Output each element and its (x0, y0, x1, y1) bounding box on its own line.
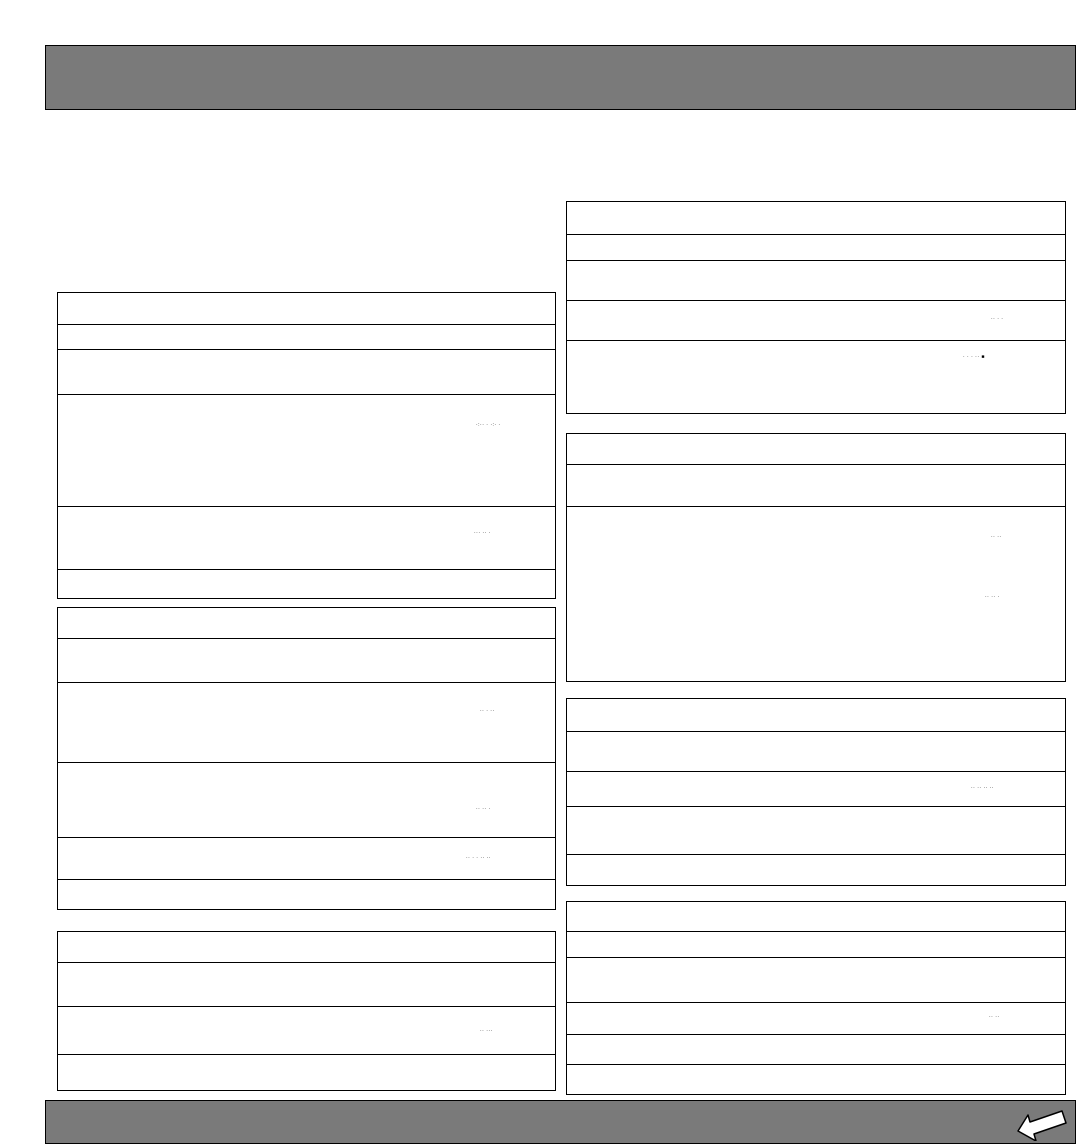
table-row (58, 293, 555, 324)
row-value: ·· ··· (480, 1028, 493, 1034)
table-row (58, 879, 555, 911)
row-value: ·· ·· (989, 1014, 1000, 1020)
table-row (567, 902, 1065, 931)
row-value: ·:·· · ·:· · (476, 422, 501, 428)
table-row (567, 854, 1065, 887)
row-value: ·· ·· · (985, 594, 1000, 600)
spec-table-7 (566, 901, 1066, 1095)
table-row (58, 349, 555, 394)
table-row (58, 1006, 555, 1054)
table-row (567, 1064, 1065, 1096)
table-row (58, 506, 555, 569)
table-row (58, 1054, 555, 1092)
row-value: ·· ·· (991, 534, 1002, 540)
row-value: ·· ·· · (476, 806, 491, 812)
table-row (567, 464, 1065, 506)
table-row (58, 608, 555, 638)
table-row (58, 932, 555, 962)
table-row (58, 638, 555, 682)
table-row (567, 506, 1065, 683)
table-row (58, 569, 555, 600)
table-row (567, 1034, 1065, 1064)
spec-table-4 (566, 201, 1066, 414)
table-row (58, 394, 555, 506)
table-row (567, 1002, 1065, 1034)
table-row (567, 731, 1065, 771)
table-row (567, 434, 1065, 464)
table-row (567, 340, 1065, 415)
spec-table-6 (566, 698, 1066, 886)
row-value: ·· · · (991, 316, 1004, 322)
next-page-arrow-icon[interactable] (1016, 1103, 1072, 1141)
row-value: · · · ·· ■ (963, 354, 985, 360)
table-row (58, 682, 555, 762)
spec-table-5 (566, 433, 1066, 682)
spec-table-3 (57, 931, 556, 1091)
table-row (567, 202, 1065, 234)
table-row (58, 762, 555, 837)
table-row (567, 300, 1065, 340)
table-row (567, 931, 1065, 957)
table-row (567, 771, 1065, 806)
table-row (58, 324, 555, 349)
row-value: ·· · ·· (480, 708, 495, 714)
table-row (58, 962, 555, 1006)
table-row (567, 699, 1065, 731)
footer-banner (45, 1100, 1076, 1144)
spec-table-1 (57, 292, 556, 599)
table-row (567, 806, 1065, 854)
row-value: ·· · · ·· ·· (466, 855, 491, 861)
table-row (58, 837, 555, 879)
table-row (567, 260, 1065, 300)
table-row (567, 234, 1065, 260)
spec-table-2 (57, 607, 556, 910)
row-value: ·· ·· ·· ·· (971, 785, 994, 791)
table-row (567, 957, 1065, 1002)
row-value: ··· ·· · (474, 530, 491, 536)
header-banner (45, 45, 1076, 110)
